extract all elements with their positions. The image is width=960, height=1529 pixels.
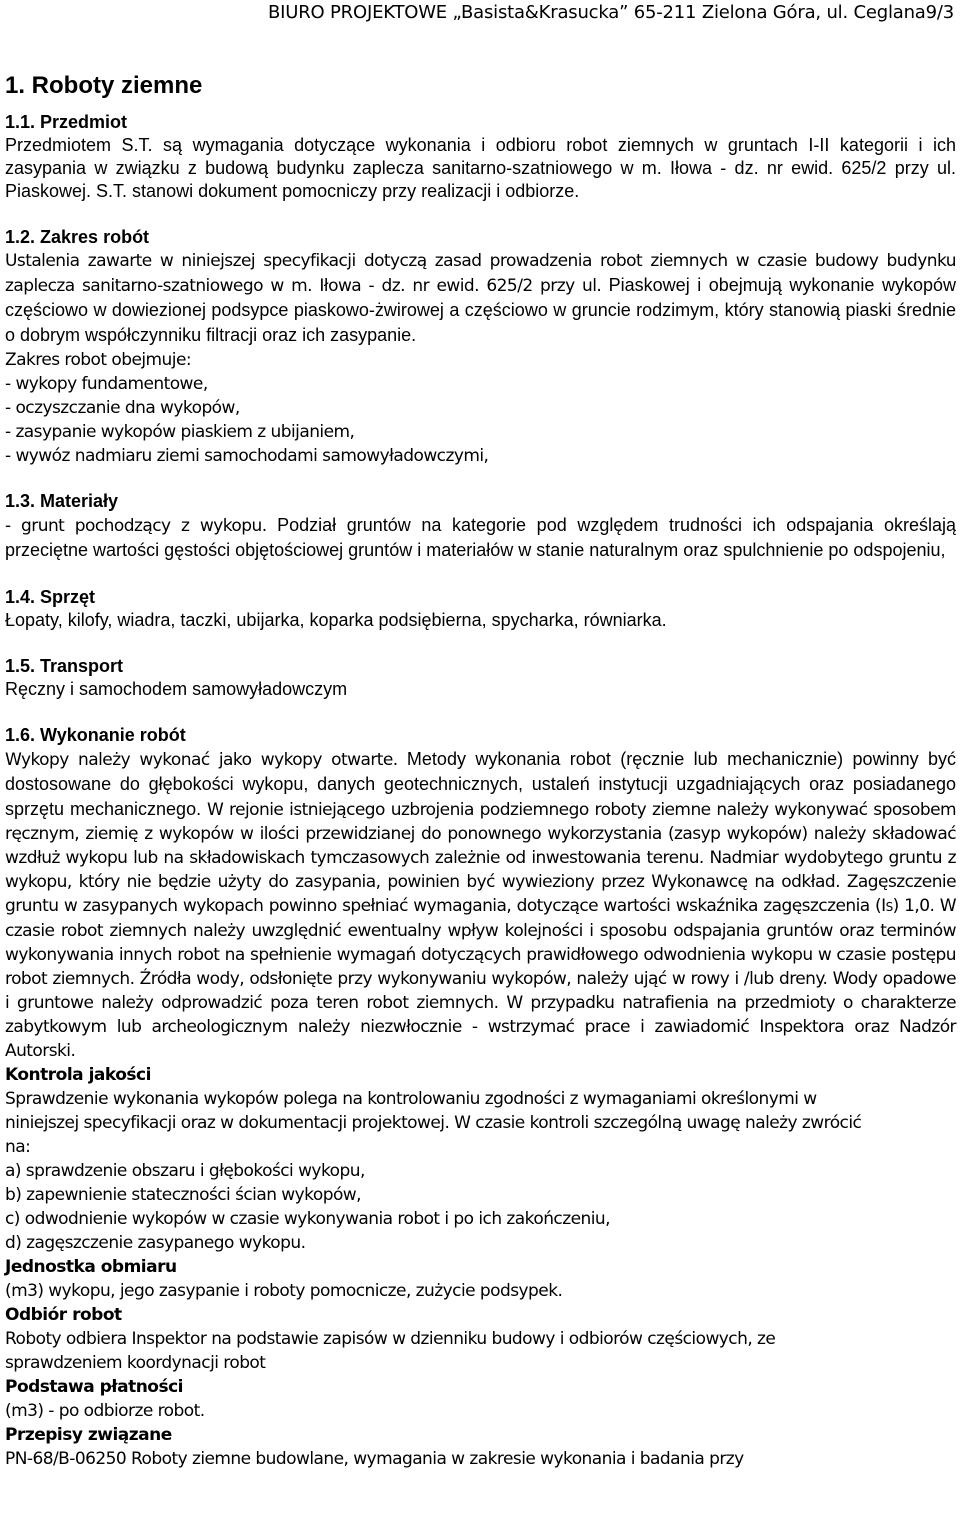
- section-1-1-heading: 1.1. Przedmiot: [5, 112, 128, 132]
- section-1-2-text: [5, 249, 956, 348]
- section-1-6-text-e-sub: S: [885, 900, 893, 914]
- section-1-6-text-a: Wykopy należy wykonać jako wykopy otwarte.: [5, 750, 398, 770]
- payment-heading: Podstawa płatności: [5, 1377, 183, 1397]
- spacer: [5, 701, 956, 724]
- acceptance-heading: Odbiór robot: [5, 1305, 122, 1325]
- scope-item: - wykopy fundamentowe,: [5, 374, 208, 394]
- section-1-6-text-e1: Zagęszczenie gruntu w zasypanych wykopach powinno spełniać wymagania, dotyczące wartości wskaźnika zagęszczenia (I: [5, 872, 957, 916]
- regulations-text: PN-68/B-06250 Roboty ziemne budowlane, wymagania w zakresie wykonania i badania przy: [5, 1449, 744, 1469]
- quality-line: niniejszej specyfikacji oraz w dokumentacji projektowej. W czasie kontroli szczególną uwagę należy zwrócić: [5, 1113, 862, 1133]
- section-1-6-text-i: W przypadku natrafienia na przedmioty o charakterze zabytkowym lub archeologicznym należy niezwłocznie - wstrzymać prace i zawiadomić Inspektora oraz Nadzór Autorski.: [5, 993, 956, 1061]
- section-1-5-text: Ręczny i samochodem samowyładowczym: [5, 679, 348, 699]
- payment-text: (m3) - po odbiorze robot.: [5, 1401, 205, 1421]
- section-1-3-heading: 1.3. Materiały: [5, 491, 119, 511]
- section-1-2-text-a: Ustalenia zawarte w niniejszej specyfikacji dotyczą zasad prowadzenia robot ziemnych w czasie budowy budynku zaplecza sanitarno-szatniowego w m. Iłowa - dz. nr ewid. 625/2 przy ul.: [5, 251, 956, 296]
- quality-heading: Kontrola jakości: [5, 1065, 151, 1085]
- section-1-3-text-a: - grunt pochodzący z wykopu.: [5, 516, 267, 536]
- document-body: [5, 70, 956, 1471]
- scope-item: - oczyszczanie dna wykopów,: [5, 398, 240, 418]
- section-1-5-heading: 1.5. Transport: [5, 656, 124, 676]
- section-1-1-text: Przedmiotem S.T. są wymagania dotyczące wykonania i odbioru robot ziemnych w gruntach I-II kategorii i ich zasypania w związku z budową budynku zaplecza sanitarno-szatniowego w m. Iłowa - dz. nr ewid. 625/2 przy ul. Piaskowej. S.T. stanowi dokument pomocniczy przy realizacji i odbiorze.: [5, 135, 956, 201]
- section-1-3-text-b: Podział gruntów na kategorie pod względem trudności ich odspajania określają przeciętne wartości gęstości objętościowej gruntów i materiałów w stanie naturalnym oraz spulchnienie po odspojeniu,: [5, 515, 957, 560]
- quality-text: [5, 1087, 956, 1255]
- chapter-title: 1. Roboty ziemne: [5, 72, 203, 99]
- section-1-6-text-h: Wody opadowe i gruntowe należy odprowadzić poza teren robot ziemnych.: [5, 969, 956, 1013]
- quality-line: a) sprawdzenie obszaru i głębokości wykopu,: [5, 1161, 365, 1181]
- spacer: [5, 203, 956, 226]
- section-1-6-text-b: Metody wykonania robot (ręcznie lub mechanicznie) powinny być dostosowane do głębokości wykopu, danych geotechnicznych, ustaleń instytucji uzgadniających oraz posiadanego sprzętu mechanicznego.: [5, 749, 957, 819]
- acceptance-line: Roboty odbiera Inspektor na podstawie zapisów w dzienniku budowy i odbiorów częściowych, ze: [5, 1329, 776, 1349]
- quality-line: na:: [5, 1137, 31, 1157]
- section-1-6-text-f: W czasie robot ziemnych należy uwzględnić ewentualny wpływ kolejności i sposobu odspajania gruntów oraz terminów wykonywania innych robot na spełnienie wymagań dotyczących prawidłowego odwodnienia wykopu w czasie postępu robot ziemnych.: [5, 896, 956, 989]
- page-header: BIURO PROJEKTOWE „Basista&Krasucka” 65-211 Zielona Góra, ul. Ceglana9/3: [268, 2, 954, 23]
- section-1-6-heading: 1.6. Wykonanie robót: [5, 725, 186, 745]
- unit-heading: Jednostka obmiaru: [5, 1257, 177, 1277]
- scope-item: - zasypanie wykopów piaskiem z ubijaniem,: [5, 422, 355, 442]
- section-1-6-text: [5, 747, 956, 1063]
- scope-item: - wywóz nadmiaru ziemi samochodami samowyładowczymi,: [5, 446, 489, 466]
- spacer: [5, 563, 956, 586]
- acceptance-line: sprawdzeniem koordynacji robot: [5, 1353, 266, 1373]
- section-1-4-text: Łopaty, kilofy, wiadra, taczki, ubijarka, koparka podsiębierna, spycharka, równiarka.: [5, 610, 667, 630]
- scope-list: [5, 372, 956, 468]
- spacer: [5, 468, 956, 490]
- section-1-3-text: [5, 513, 956, 563]
- scope-intro: Zakres robot obejmuje:: [5, 350, 192, 370]
- section-1-6-text-c: W rejonie istniejącego uzbrojenia podziemnego roboty ziemne należy wykonywać sposobem ręcznym, ziemię z wykopów w ilości przewidzianej do ponownego wykorzystania (zasyp wykopów) należy składować wzdłuż wykopu lub na składowiskach tymczasowych zależnie od inwestowania terenu.: [5, 800, 957, 868]
- section-1-6-text-d: Nadmiar wydobytego gruntu z wykopu, który nie będzie użyty do zasypania, powinien być wywieziony przez Wykonawcę na odkład.: [5, 848, 956, 892]
- quality-line: c) odwodnienie wykopów w czasie wykonywania robot i po ich zakończeniu,: [5, 1209, 610, 1229]
- unit-text: (m3) wykopu, jego zasypanie i roboty pomocnicze, zużycie podsypek.: [5, 1281, 563, 1301]
- acceptance-text: [5, 1327, 956, 1375]
- quality-line: b) zapewnienie stateczności ścian wykopów,: [5, 1185, 362, 1205]
- regulations-heading: Przepisy związane: [5, 1425, 172, 1445]
- section-1-6-text-g: Źródła wody, odsłonięte przy wykonywaniu wykopów, należy ująć w rowy i /lub dreny.: [139, 969, 828, 989]
- quality-line: Sprawdzenie wykonania wykopów polega na kontrolowaniu zgodności z wymaganiami określonymi w: [5, 1089, 817, 1109]
- spacer: [5, 632, 956, 655]
- section-1-2-text-b: Piaskowej i obejmują wykonanie wykopów częściowo w dowiezionej podsypce piaskowo-żwirowej a częściowo w gruncie rodzimym, który stanowią piaski średnie o dobrym współczynniku filtracji oraz ich zasypanie.: [5, 275, 956, 345]
- quality-line: d) zagęszczenie zasypanego wykopu.: [5, 1233, 306, 1253]
- section-1-6-text-e2: ) 1,0.: [892, 896, 935, 916]
- section-1-2-heading: 1.2. Zakres robót: [5, 227, 150, 247]
- section-1-4-heading: 1.4. Sprzęt: [5, 587, 96, 607]
